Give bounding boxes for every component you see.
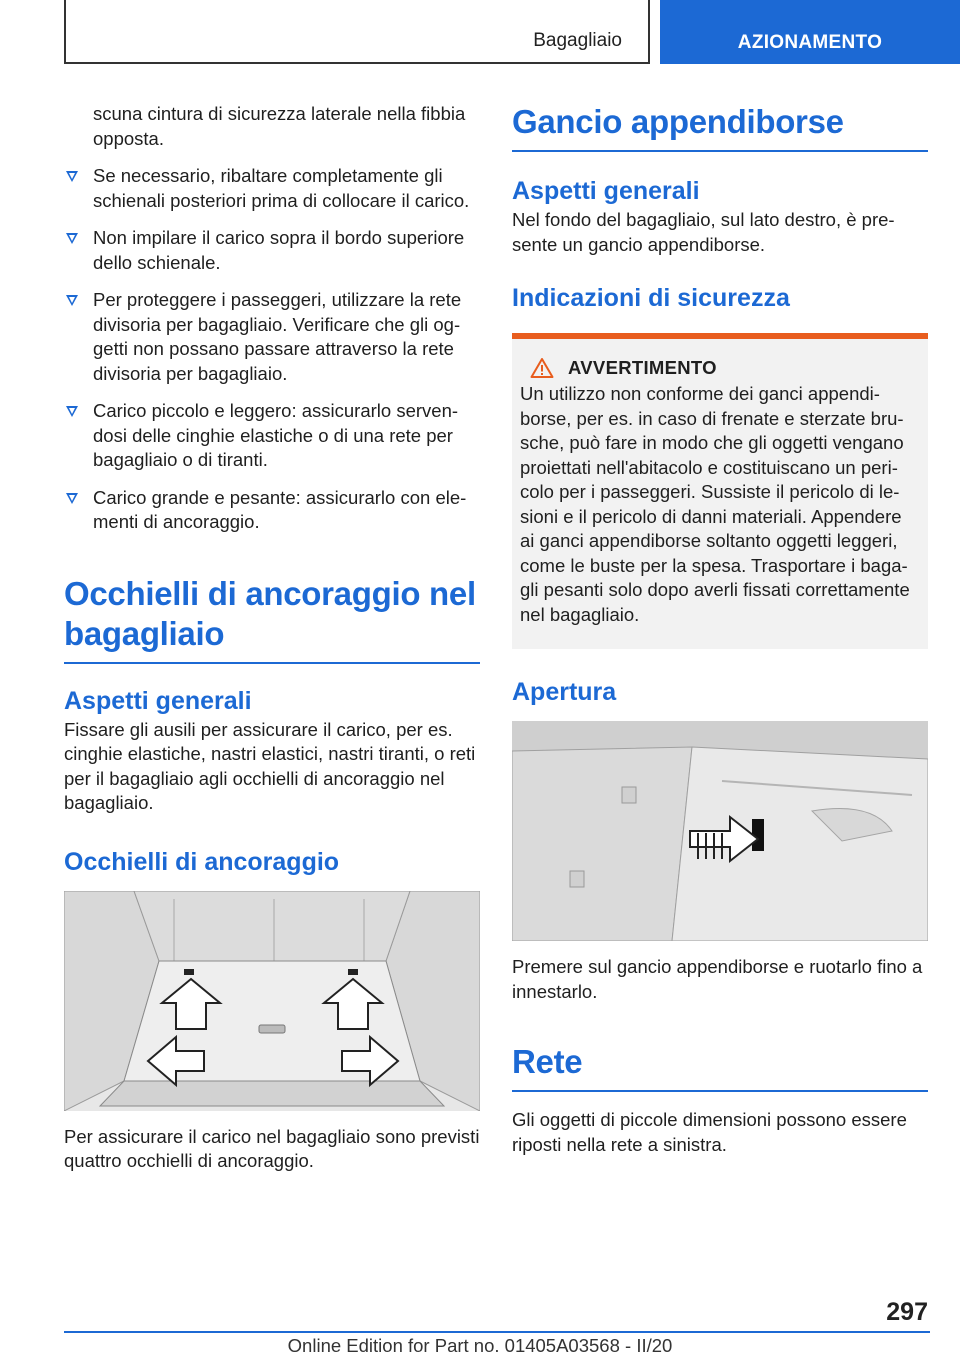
subsection-title-anchor-eyes: Occhielli di ancoraggio [64, 847, 340, 876]
section-title-net: Rete [512, 1043, 583, 1080]
section-rule [64, 662, 480, 664]
list-item: Se necessario, ribaltare completamente gli schienali posteriori prima di collocare il carico. [64, 164, 480, 213]
bag-hook-paragraph: Nel fondo del bagagliaio, sul lato destro, è presente un gancio appendiborse. [512, 209, 895, 255]
trunk-anchor-eyes-image [64, 891, 480, 1111]
left-column [64, 102, 480, 1174]
bullet-triangle-icon [66, 406, 78, 417]
anchor-eyes-caption: Per assicurare il carico nel bagagliaio sono previsti quattro occhielli di ancoraggio. [64, 1125, 480, 1171]
footer-rule [64, 1331, 930, 1333]
section-title-anchor-eyes: Occhielli di ancoraggio nel bagagliaio [64, 574, 476, 652]
list-item: Non impilare il carico sopra il bordo superiore dello schienale. [64, 226, 480, 275]
opening-instruction: Premere sul gancio appendiborse e ruotarlo fino a innestarlo. [512, 956, 923, 1002]
section-title-bag-hook: Gancio appendiborse [512, 103, 844, 140]
section-rule [512, 150, 928, 152]
warning-title: AVVERTIMENTO [568, 357, 717, 378]
bullet-triangle-icon [66, 233, 78, 244]
list-item: Per proteggere i passeggeri, utilizzare la rete divisoria per bagagliaio. Verificare che gli oggetti non possano passare attraverso la rete divisoria per bagagliaio. [64, 288, 480, 386]
header-section-title: Bagagliaio [533, 30, 622, 51]
subsection-title-safety: Indicazioni di sicurezza [512, 284, 790, 312]
intro-continuation: scuna cintura di sicurezza laterale nella fibbia opposta. [93, 103, 466, 149]
subsection-title-general: Aspetti generali [64, 686, 252, 715]
list-item: Carico grande e pesante: assicurarlo con elementi di ancoraggio. [64, 486, 480, 535]
warning-header [530, 357, 920, 379]
bullet-triangle-icon [66, 295, 78, 306]
header-chapter-box [660, 0, 960, 64]
warning-triangle-icon [530, 357, 554, 379]
header-section-box [64, 0, 650, 64]
warning-text: Un utilizzo non conforme dei ganci appendiborse, per es. in caso di frenate e sterzate brusche, può fare in modo che gli oggetti vengano proiettati nell'abitacolo e costituiscano un pericolo per i passeggeri. Sussiste il pericolo di lesioni e il pericolo di danni materiali. Appendere ai ganci appendiborse soltanto oggetti leggeri, come le buste per la spesa. Trasportare i bagagli pesanti solo dopo averli fissati correttamente nel bagagliaio. [520, 383, 910, 625]
right-column [512, 102, 928, 1157]
section-rule [512, 1090, 928, 1092]
bullet-triangle-icon [66, 493, 78, 504]
safety-bullet-list [64, 164, 480, 535]
subsection-title-opening: Apertura [512, 678, 617, 706]
bullet-triangle-icon [66, 171, 78, 182]
subsection-title-general: Aspetti generali [512, 177, 700, 205]
bag-hook-image [512, 721, 928, 941]
list-item: Carico piccolo e leggero: assicurarlo servendosi delle cinghie elastiche o di una rete per bagagliaio o di tiranti. [64, 399, 480, 473]
header-chapter-title: AZIONAMENTO [737, 32, 883, 53]
net-paragraph: Gli oggetti di piccole dimensioni possono essere riposti nella rete a sinistra. [512, 1109, 907, 1155]
footer-edition: Online Edition for Part no. 01405A03568 - II/20 [287, 1335, 673, 1356]
page-number: 297 [886, 1298, 928, 1326]
general-paragraph: Fissare gli ausili per assicurare il carico, per es. cinghie elastiche, nastri elastici, nastri tiranti, o reti per il bagagliaio agli occhielli di ancoraggio nel bagagliaio. [64, 718, 476, 813]
warning-box [512, 333, 928, 649]
